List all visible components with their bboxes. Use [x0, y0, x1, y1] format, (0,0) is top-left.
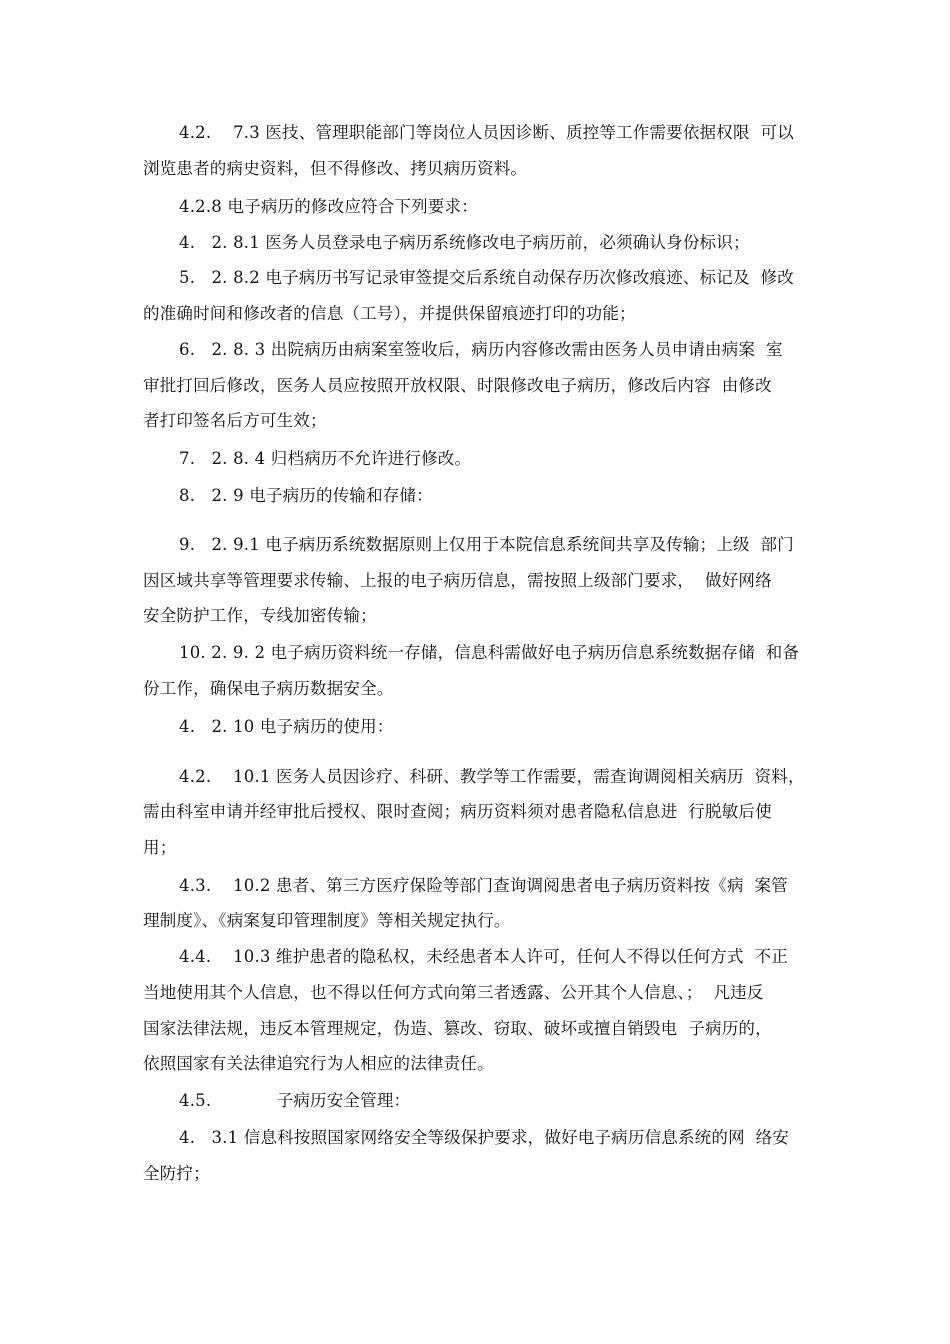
paragraph-line: 4.3. 10.2 患者、第三方医疗保险等部门查询调阅患者电子病历资料按《病 案管 — [179, 876, 788, 895]
paragraph-line: 4.5. 子病历安全管理： — [179, 1091, 411, 1110]
paragraph-line: 7. 2. 8. 4 归档病历不允许进行修改。 — [179, 449, 472, 468]
paragraph-line: 8. 2. 9 电子病历的传输和存储： — [179, 486, 433, 505]
paragraph-line: 4. 2. 10 电子病历的使用： — [179, 717, 394, 736]
paragraph-line: 4. 2. 8.1 医务人员登录电子病历系统修改电子病历前，必须确认身份标识； — [179, 233, 750, 252]
paragraph-line: 4.2. 7.3 医技、管理职能部门等岗位人员因诊断、质控等工作需要依据权限 可以 — [179, 123, 794, 142]
paragraph-line: 10. 2. 9. 2 电子病历资料统一存储，信息科需做好电子病历信息系统数据存储 和备 — [179, 643, 800, 662]
paragraph-line: 全防拧； — [143, 1164, 210, 1183]
paragraph-line: 当地使用其个人信息，也不得以任何方式向第三者透露、公开其个人信息、； 凡违反 — [143, 983, 764, 1002]
paragraph-line: 5. 2. 8.2 电子病历书写记录审签提交后系统自动保存历次修改痕迹、标记及 修改 — [179, 268, 794, 287]
paragraph-line: 需由科室申请并经审批后授权、限时查阅；病历资料须对患者隐私信息进 行脱敏后使 — [143, 802, 772, 821]
paragraph-line: 4.2. 10.1 医务人员因诊疗、科研、教学等工作需要，需查询调阅相关病历 资料， — [179, 767, 805, 786]
paragraph-line: 审批打回后修改，医务人员应按照开放权限、时限修改电子病历，修改后内容 由修改 — [143, 376, 772, 395]
paragraph-line: 依照国家有关法律追究行为人相应的法律责任。 — [143, 1054, 494, 1073]
paragraph-line: 国家法律法规，违反本管理规定，伪造、篡改、窃取、破坏或擅自销毁电 子病历的， — [143, 1019, 772, 1038]
paragraph-line: 份工作，确保电子病历数据安全。 — [143, 679, 394, 698]
paragraph-line: 浏览患者的病史资料，但不得修改、拷贝病历资料。 — [143, 159, 528, 178]
paragraph-line: 4.4. 10.3 维护患者的隐私权，未经患者本人许可，任何人不得以任何方式 不正 — [179, 947, 788, 966]
paragraph-line: 4. 3.1 信息科按照国家网络安全等级保护要求，做好电子病历信息系统的网 络安 — [179, 1128, 790, 1147]
paragraph-line: 因区域共享等管理要求传输、上报的电子病历信息，需按照上级部门要求， 做好网络 — [143, 571, 772, 590]
paragraph-line: 安全防护工作，专线加密传输； — [143, 606, 377, 625]
paragraph-line: 6. 2. 8. 3 出院病历由病案室签收后，病历内容修改需由医务人员申请由病案 室 — [179, 340, 783, 359]
paragraph-line: 用； — [143, 838, 177, 857]
paragraph-line: 者打印签名后方可生效； — [143, 411, 327, 430]
paragraph-line: 4.2.8 电子病历的修改应符合下列要求： — [179, 197, 478, 216]
paragraph-line: 的准确时间和修改者的信息（工号），并提供保留痕迹打印的功能； — [143, 304, 636, 323]
paragraph-line: 理制度》、《病案复印管理制度》等相关规定执行。 — [143, 911, 511, 930]
paragraph-line: 9. 2. 9.1 电子病历系统数据原则上仅用于本院信息系统间共享及传输；上级 部门 — [179, 535, 794, 554]
